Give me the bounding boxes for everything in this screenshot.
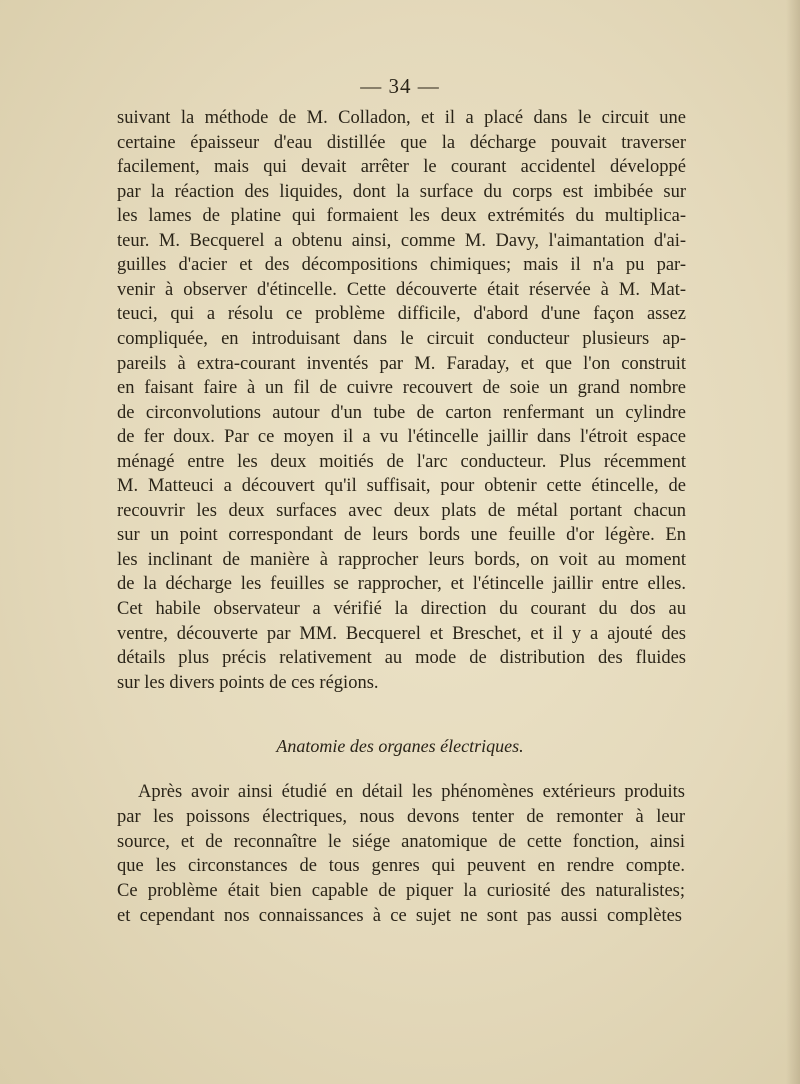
text-line: M. Matteuci a découvert qu'il suffisait, pour obtenir cette étincelle, de bbox=[117, 476, 686, 497]
section-heading: Anatomie des organes électriques. bbox=[276, 736, 524, 756]
text-line: en faisant faire à un fil de cuivre recouvert de soie un grand nombre bbox=[117, 378, 686, 399]
text-line: guilles d'acier et des décompositions chimiques; mais il n'a pu par- bbox=[117, 255, 686, 276]
text-line: venir à observer d'étincelle. Cette découverte était réservée à M. Mat- bbox=[117, 279, 686, 300]
text-line: de fer doux. Par ce moyen il a vu l'étincelle jaillir dans l'étroit espace bbox=[117, 427, 686, 448]
text-line: Ce problème était bien capable de piquer la curiosité des naturalistes; bbox=[117, 881, 685, 902]
text-line: de la décharge les feuilles se rapprocher, et l'étincelle jaillir entre elles. bbox=[117, 574, 686, 595]
text-line: de circonvolutions autour d'un tube de carton renfermant un cylindre bbox=[117, 402, 686, 423]
text-line: compliquée, en introduisant dans le circuit conducteur plusieurs ap- bbox=[117, 328, 686, 349]
text-line: facilement, mais qui devait arrêter le courant accidentel développé bbox=[117, 157, 686, 178]
text-line: ménagé entre les deux moitiés de l'arc conducteur. Plus récemment bbox=[117, 451, 686, 472]
text-line: ventre, découverte par MM. Becquerel et Breschet, et il y a ajouté des bbox=[117, 623, 686, 644]
text-line: par la réaction des liquides, dont la surface du corps est imbibée sur bbox=[117, 181, 686, 202]
text-line: les lames de platine qui formaient les deux extrémités du multiplica- bbox=[117, 206, 686, 227]
text-line: et cependant nos connaissances à ce sujet ne sont pas aussi complètes bbox=[117, 906, 682, 926]
text-line: teuci, qui a résolu ce problème difficile, d'abord d'une façon assez bbox=[117, 304, 686, 325]
text-line: que les circonstances de tous genres qui peuvent en rendre compte. bbox=[117, 856, 685, 877]
text-line: les inclinant de manière à rapprocher leurs bords, on voit au moment bbox=[117, 549, 686, 570]
text-line: suivant la méthode de M. Colladon, et il a placé dans le circuit une bbox=[117, 108, 686, 128]
text-line: Après avoir ainsi étudié en détail les phénomènes extérieurs produits bbox=[138, 782, 685, 802]
text-line: source, et de reconnaître le siége anatomique de cette fonction, ainsi bbox=[117, 831, 685, 852]
text-line: Cet habile observateur a vérifié la direction du courant du dos au bbox=[117, 599, 686, 619]
text-line: certaine épaisseur d'eau distillée que la décharge pouvait traverser bbox=[117, 132, 686, 153]
page-number: — 34 — bbox=[360, 74, 440, 98]
text-line: recouvrir les deux surfaces avec deux plats de métal portant chacun bbox=[117, 500, 686, 521]
text-line: sur un point correspondant de leurs bords une feuille d'or légère. En bbox=[117, 525, 686, 546]
text-line: détails plus précis relativement au mode de distribution des fluides bbox=[117, 648, 686, 669]
page-edge-shadow bbox=[786, 0, 800, 1084]
text-line: teur. M. Becquerel a obtenu ainsi, comme M. Davy, l'aimantation d'ai- bbox=[117, 230, 686, 251]
text-line: pareils à extra-courant inventés par M. Faraday, et que l'on construit bbox=[117, 353, 686, 374]
text-line: par les poissons électriques, nous devons tenter de remonter à leur bbox=[117, 806, 685, 827]
text-line: sur les divers points de ces régions. bbox=[117, 672, 379, 693]
